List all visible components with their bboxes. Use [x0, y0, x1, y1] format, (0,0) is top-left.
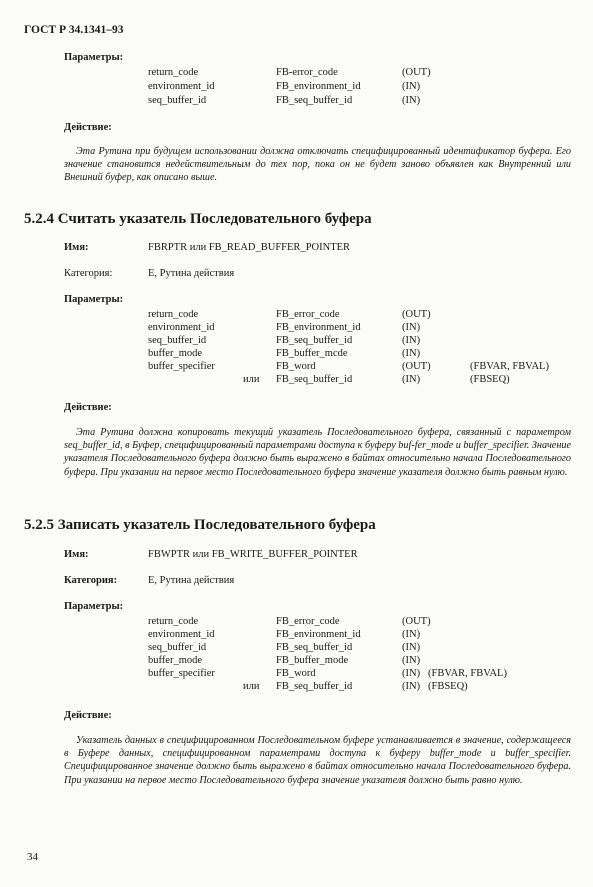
param-dir: (OUT) [402, 361, 431, 372]
page-number: 34 [27, 851, 38, 863]
param-dir: (IN) [402, 668, 421, 679]
category-label: Категория: [64, 268, 113, 279]
action-text: Указатель данных в специфицированном Последовательном буфере устанавливается в значение, содержащееся в Буфере данных, специфицированном параметрами доступа к буферу buffer_mode и buffer_specifier. Специфицированное значение должно быть выражено в байтах относительно начала Последовательного буфера. При указании на первое место Последовательного буфера значение указателя должно быть равно нулю. [64, 735, 571, 786]
param-name: environment_id [148, 629, 215, 640]
param-type: FB_seq_buffer_id [276, 374, 353, 385]
param-extra: (FBSEQ) [470, 374, 510, 385]
param-dir: (IN) [402, 681, 421, 692]
param-dir: (IN) [402, 322, 421, 333]
param-dir: (IN) [402, 374, 421, 385]
param-name: return_code [148, 67, 199, 78]
param-type: FB-error_code [276, 67, 338, 78]
param-type: FB_buffer_mcde [276, 348, 348, 359]
param-extra: (FBVAR, FBVAL) [470, 361, 549, 372]
param-name: return_code [148, 309, 199, 320]
action-label: Действие: [64, 402, 112, 413]
section-title-5-2-4: 5.2.4 Считать указатель Последовательного буфера [24, 211, 372, 227]
name-label: Имя: [64, 242, 89, 253]
category-label: Категория: [64, 575, 118, 586]
param-type: FB_environment_id [276, 81, 361, 92]
param-dir: (OUT) [402, 309, 431, 320]
param-dir: (IN) [402, 95, 421, 106]
params-label: Параметры: [64, 601, 124, 612]
param-name: return_code [148, 616, 199, 627]
standard-header: ГОСТ Р 34.1341–93 [24, 24, 124, 36]
param-type: FB_word [276, 668, 316, 679]
param-type: FB_environment_id [276, 629, 361, 640]
param-type: FB_seq_buffer_id [276, 642, 353, 653]
param-type: FB_buffer_mode [276, 655, 349, 666]
param-extra: (FBSEQ) [428, 681, 468, 692]
param-or: или [243, 681, 260, 692]
param-type: FB_seq_buffer_id [276, 681, 353, 692]
param-extra: (FBVAR, FBVAL) [428, 668, 507, 679]
action-text: Эта Рутина должна копировать текущий указатель Последовательного буфера, связанный с параметром seq_buffer_id, в Буфер, специфицированный параметрами доступа к буферу buf-fer_mode и buffer_specifier. Значение указателя Последовательного буфера должно быть выражено в байтах относительно начала Последовательного буфера. При указании на первое место Последовательного буфера значение указателя должно быть равным нулю. [64, 427, 571, 478]
param-type: FB_error_code [276, 309, 340, 320]
param-name: environment_id [148, 322, 215, 333]
param-type: FB_word [276, 361, 316, 372]
name-value: FBRPTR или FB_READ_BUFFER_POINTER [148, 242, 351, 253]
param-type: FB_environment_id [276, 322, 361, 333]
param-name: buffer_mode [148, 348, 203, 359]
params-label: Параметры: [64, 294, 124, 305]
category-value: Е, Рутина действия [148, 575, 235, 586]
action-text-top: Эта Рутина при будущем использовании должна отключать специфицированный идентификатор буфера. Его значение становится недействительным до тех пор, пока он не будет заново объявлен как Внутренний или Внешний буфер, как описано выше. [64, 146, 571, 184]
param-type: FB_seq_buffer_id [276, 335, 353, 346]
param-name: environment_id [148, 81, 215, 92]
action-label-top: Действие: [64, 122, 112, 133]
name-label: Имя: [64, 549, 89, 560]
name-value: FBWPTR или FB_WRITE_BUFFER_POINTER [148, 549, 358, 560]
param-dir: (IN) [402, 642, 421, 653]
param-name: buffer_mode [148, 655, 203, 666]
param-name: seq_buffer_id [148, 95, 207, 106]
param-type: FB_seq_buffer_id [276, 95, 353, 106]
section-title-5-2-5: 5.2.5 Записать указатель Последовательного буфера [24, 517, 376, 533]
param-dir: (OUT) [402, 67, 431, 78]
param-dir: (OUT) [402, 616, 431, 627]
param-dir: (IN) [402, 81, 421, 92]
param-name: buffer_specifier [148, 668, 215, 679]
action-label: Действие: [64, 710, 112, 721]
params-label-top: Параметры: [64, 52, 124, 63]
param-name: buffer_specifier [148, 361, 215, 372]
param-dir: (IN) [402, 348, 421, 359]
param-name: seq_buffer_id [148, 335, 207, 346]
param-name: seq_buffer_id [148, 642, 207, 653]
category-value: Е, Рутина действия [148, 268, 235, 279]
param-dir: (IN) [402, 335, 421, 346]
param-or: или [243, 374, 260, 385]
param-type: FB_error_code [276, 616, 340, 627]
param-dir: (IN) [402, 629, 421, 640]
param-dir: (IN) [402, 655, 421, 666]
